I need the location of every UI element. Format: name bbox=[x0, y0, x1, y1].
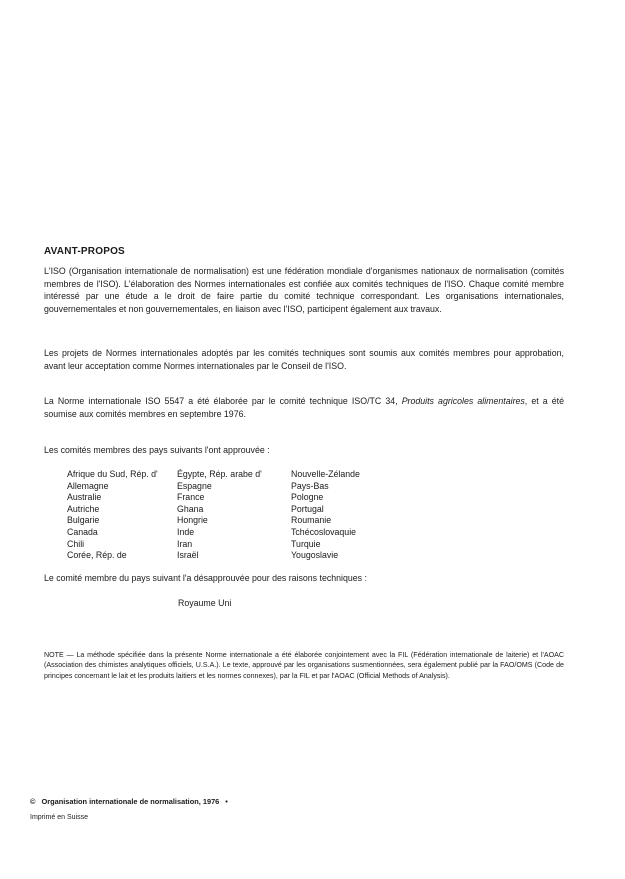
country: Israël bbox=[177, 550, 199, 561]
countries-column-1 bbox=[67, 469, 177, 562]
country: Hongrie bbox=[177, 515, 208, 526]
country: Égypte, Rép. arabe d' bbox=[177, 469, 262, 479]
country: Ghana bbox=[177, 503, 204, 514]
standard-origin-tail: , et a été soumise aux comités membres en septembre 1976. bbox=[44, 396, 565, 419]
approving-countries-list bbox=[67, 469, 401, 562]
country: Allemagne bbox=[67, 480, 109, 491]
copyright-text: Organisation internationale de normalisation, 1976 bbox=[41, 797, 220, 806]
paragraph-standard-origin bbox=[44, 395, 564, 420]
country: Roumanie bbox=[291, 515, 332, 526]
approval-intro: Les comités membres des pays suivants l'ont approuvée : bbox=[44, 445, 270, 455]
paragraph-draft-approval: Les projets de Normes internationales adoptés par les comités techniques sont soumis aux comités membres pour approbation, avant leur acceptation comme Normes internationales par le Conseil de l'ISO. bbox=[44, 348, 564, 371]
country: Pologne bbox=[291, 492, 324, 503]
country: Inde bbox=[177, 526, 195, 537]
country: Canada bbox=[67, 526, 98, 537]
country: Yougoslavie bbox=[291, 550, 339, 561]
country: Portugal bbox=[291, 503, 324, 514]
country: Afrique du Sud, Rép. d' bbox=[67, 469, 158, 479]
printed-in: Imprimé en Suisse bbox=[30, 814, 88, 821]
paragraph-iso-intro: L'ISO (Organisation internationale de normalisation) est une fédération mondiale d'organismes nationaux de normalisation (comités membres de l'ISO). L'élaboration des Normes internationales est confiée aux comités techniques de l'ISO. Chaque comité membre intéressé par une étude a le droit de faire partie du comité technique correspondant. Les organisations internationales, gouvernementales et non gouvernementales, en liaison avec l'ISO, participent également aux travaux. bbox=[44, 266, 564, 314]
country: Australie bbox=[67, 492, 102, 503]
country: Corée, Rép. de bbox=[67, 550, 127, 561]
country: Bulgarie bbox=[67, 515, 100, 526]
copyright-icon: © bbox=[30, 797, 36, 806]
country: France bbox=[177, 492, 205, 503]
copyright-line bbox=[30, 797, 228, 806]
country: Turquie bbox=[291, 538, 321, 549]
country: Chili bbox=[67, 538, 85, 549]
country: Autriche bbox=[67, 503, 100, 514]
bullet-icon: • bbox=[225, 797, 228, 806]
countries-column-3 bbox=[291, 469, 401, 562]
country: Espagne bbox=[177, 480, 212, 491]
standard-origin-text: La Norme internationale ISO 5547 a été élaborée par le comité technique ISO/TC 34, bbox=[44, 396, 402, 406]
foreword-heading: AVANT-PROPOS bbox=[44, 246, 125, 257]
committee-title: Produits agricoles alimentaires bbox=[401, 396, 525, 406]
country: Pays-Bas bbox=[291, 480, 329, 491]
disapproving-country: Royaume Uni bbox=[178, 598, 232, 608]
country: Nouvelle-Zélande bbox=[291, 469, 360, 479]
country: Tchécoslovaquie bbox=[291, 526, 357, 537]
disapproval-intro: Le comité membre du pays suivant l'a désapprouvée pour des raisons techniques : bbox=[44, 573, 367, 583]
note-paragraph: NOTE — La méthode spécifiée dans la présente Norme internationale a été élaborée conjointement avec la FIL (Fédération internationale de laiterie) et l'AOAC (Association des chimistes analytiques officiels, U.S.A.). Le texte, approuvé par les organisations susmentionnées, sera également publié par la FAO/OMS (Code de principes concernant le lait et les produits laitiers et les normes connexes), par la FIL et par l'AOAC (Official Methods of Analysis). bbox=[44, 651, 564, 680]
countries-column-2 bbox=[177, 469, 291, 562]
country: Iran bbox=[177, 538, 193, 549]
